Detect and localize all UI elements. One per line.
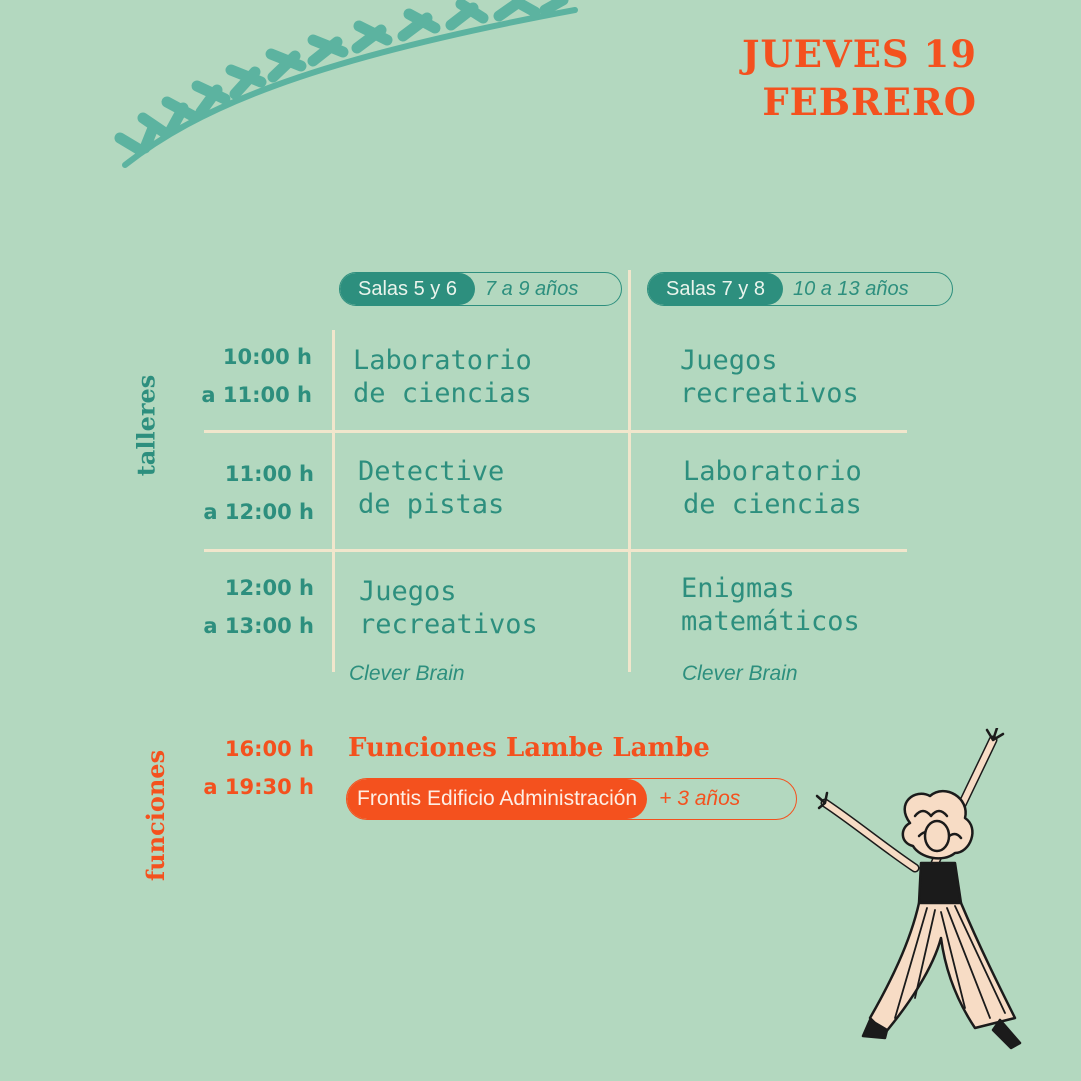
time-start: 12:00 h [224,576,314,600]
activity-left: Detective de pistas [358,456,505,520]
time-end: a 11:00 h [201,383,312,407]
grid-vline-middle [628,270,631,672]
location-label: Frontis Edificio Administración [347,779,647,819]
activity-right: Enigmas matemáticos [681,573,860,637]
time-start: 10:00 h [222,345,312,369]
section-label-funciones: funciones [141,749,171,881]
time-end: a 13:00 h [203,614,314,638]
funciones-time-range [190,730,314,806]
sala-label: Salas 7 y 8 [648,273,783,305]
grid-hline-2 [204,549,907,552]
leaf-branch-icon [105,0,595,175]
provider-note-left: Clever Brain [349,662,465,685]
age-label: 10 a 13 años [792,277,909,300]
funciones-title: Funciones Lambe Lambe [348,733,710,763]
activity-left: Juegos recreativos [359,576,538,640]
section-label-talleres: talleres [131,374,161,476]
date-line-1: JUEVES 19 [742,32,977,76]
grid-hline-1 [204,430,907,433]
age-label: 7 a 9 años [484,277,579,300]
age-label: + 3 años [659,787,741,810]
time-end: a 12:00 h [203,500,314,524]
date-line-2: FEBRERO [762,80,977,124]
activity-left: Laboratorio de ciencias [353,345,532,409]
time-start: 16:00 h [224,737,314,761]
grid-vline-left [332,330,335,672]
activity-right: Juegos recreativos [680,345,859,409]
time-range [190,338,312,414]
column-header-salas-5-6 [339,272,622,306]
time-range [190,455,314,531]
funciones-location-pill [346,778,797,820]
column-header-salas-7-8 [647,272,953,306]
activity-right: Laboratorio de ciencias [683,456,862,520]
dancer-illustration [815,728,1030,1053]
sala-label: Salas 5 y 6 [340,273,475,305]
provider-note-right: Clever Brain [682,662,798,685]
date-header [742,30,977,126]
time-end: a 19:30 h [203,775,314,799]
time-start: 11:00 h [224,462,314,486]
time-range [190,569,314,645]
